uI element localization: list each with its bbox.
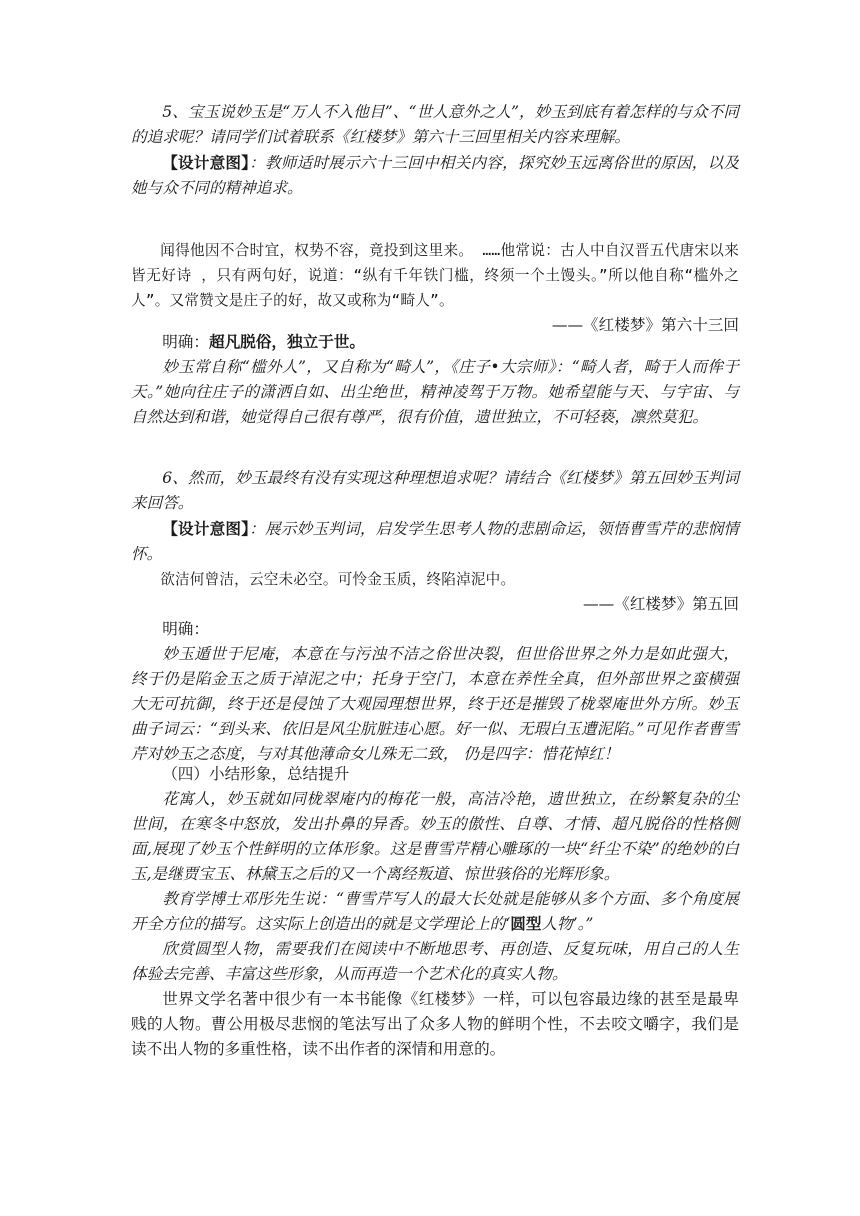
summary-heading: （四）小结形象，总结提升 bbox=[162, 765, 350, 783]
summary-p2-after: 人物’。” bbox=[541, 915, 594, 933]
intent-label: 【设计意图】 bbox=[162, 519, 250, 538]
question-6-block bbox=[131, 466, 739, 767]
answer-5-block bbox=[131, 330, 739, 430]
summary-paragraph-3: 欣赏圆型人物，需要我们在阅读中不断地思考、再创造、反复玩味，用自己的人生体验去完善、丰富这些形象，从而再造一个艺术化的真实人物。 bbox=[131, 940, 739, 983]
question-5-intent bbox=[131, 150, 739, 201]
summary-block bbox=[131, 762, 739, 1062]
intent-text: ：教师适时展示六十三回中相关内容，探究妙玉远离俗世的原因，以及她与众不同的精神追求。 bbox=[131, 154, 740, 197]
answer-5-text: 妙玉常自称“槛外人”，又自称为“畸人”，《庄子•大宗师》：“畸人者，畸于人而侔于天。”她向往庄子的潇洒自如、出尘绝世，精神凌驾于万物。她希望能与天、与宇宙、与自然达到和谐，她觉得自己很有尊严，很有价值，遗世独立，不可轻亵，凛然莫犯。 bbox=[131, 358, 739, 426]
question-5-block bbox=[131, 100, 739, 201]
summary-paragraph-1: 花寓人，妙玉就如同栊翠庵内的梅花一般，高洁冷艳，遗世独立，在纷繁复杂的尘世间，在寒冬中怒放，发出扑鼻的异香。妙玉的傲性、自尊、才情、超凡脱俗的性格侧面,展现了妙玉个性鲜明的立体形象。这是曹雪芹精心雕琢的一块“纤尘不染”的绝妙的白玉,是继贾宝玉、林黛玉之后的又一个离经叛道、惊世骇俗的光辉形象。 bbox=[131, 790, 739, 883]
answer-5-bold: 超凡脱俗，独立于世。 bbox=[208, 333, 365, 351]
intent-text: ：展示妙玉判词，启发学生思考人物的悲剧命运，领悟曹雪芹的悲悯情怀。 bbox=[131, 520, 740, 563]
answer-5-label: 明确： bbox=[162, 333, 209, 351]
summary-p2-bold: 圆型 bbox=[510, 915, 542, 933]
question-5-text: 5、宝玉说妙玉是“万人不入他目”、“世人意外之人”，妙玉到底有着怎样的与众不同的追求呢？请同学们试着联系《红楼梦》第六十三回里相关内容来理解。 bbox=[131, 103, 739, 146]
summary-paragraph-2 bbox=[131, 887, 739, 937]
summary-p2-before: 教育学博士邓彤先生说：“曹雪芹写人的最大长处就是能够从多个方面、多个角度展开全方位的描写。这实际上创造出的就是文学理论上的‘ bbox=[131, 890, 739, 933]
quote-63-block bbox=[131, 238, 739, 338]
question-6-intent bbox=[131, 516, 739, 567]
quote-63-text: 闻得他因不合时宜，权势不容，竟投到这里来。 ……他常说：古人中自汉晋五代唐宋以来皆无好诗 ，只有两句好，说道：“纵有千年铁门槛，终须一个土馒头。”所以他自称“槛外之人”。又常赞文是庄子的好，故又或称为“畸人”。 bbox=[131, 242, 739, 309]
quote-63-source: ——《红楼梦》第六十三回 bbox=[551, 316, 739, 334]
quote-5-source: ——《红楼梦》第五回 bbox=[583, 595, 739, 613]
answer-6-label: 明确： bbox=[162, 620, 209, 638]
answer-5-heading bbox=[131, 330, 739, 355]
question-6-text: 6、然而，妙玉最终有没有实现这种理想追求呢？请结合《红楼梦》第五回妙玉判词来回答。 bbox=[131, 469, 739, 512]
quote-5-text: 欲洁何曾洁，云空未必空。可怜金玉质，终陷淖泥中。 bbox=[160, 571, 516, 588]
answer-6-text: 妙玉遁世于尼庵，本意在与污浊不洁之俗世决裂，但世俗世界之外力是如此强大，终于仍是陷金玉之质于淖泥之中；托身于空门，本意在养性全真，但外部世界之蛮横强大无可抗御，终于还是侵蚀了大观园理想世界，终于还是摧毁了栊翠庵世外方所。妙玉曲子词云：“到头来、依旧是风尘肮脏违心愿。好一似、无瑕白玉遭泥陷。”可见作者曹雪芹对妙玉之态度，与对其他薄命女儿殊无二致， 仍是四字：惜花悼红！ bbox=[131, 645, 739, 763]
intent-label: 【设计意图】 bbox=[162, 153, 250, 172]
summary-paragraph-4: 世界文学名著中很少有一本书能像《红楼梦》一样，可以包容最边缘的甚至是最卑贱的人物。曹公用极尽悲悯的笔法写出了众多人物的鲜明个性，不去咬文嚼字，我们是读不出人物的多重性格，读不出作者的深情和用意的。 bbox=[131, 990, 739, 1058]
